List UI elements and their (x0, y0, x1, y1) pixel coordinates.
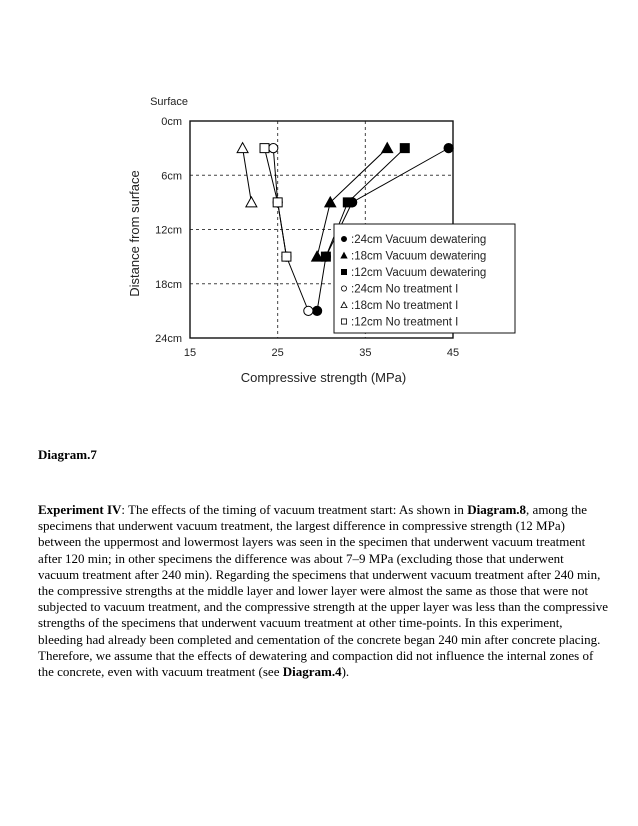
chart-legend (334, 224, 515, 333)
x-tick-labels (184, 347, 459, 359)
legend-entry (341, 251, 486, 263)
data-point-s3 (304, 306, 313, 315)
data-point-s5 (260, 144, 269, 153)
legend-label: :12cm Vacuum dewatering (351, 267, 487, 279)
legend-label: :24cm Vacuum dewatering (351, 234, 487, 246)
legend-label: :18cm Vacuum dewatering (351, 250, 487, 263)
legend-marker (341, 236, 346, 241)
data-point-s1 (382, 143, 393, 153)
legend-marker (341, 319, 346, 324)
series-line-3 (273, 148, 308, 311)
data-point-s2 (400, 144, 409, 153)
diagram-4-reference: Diagram.4 (282, 664, 342, 680)
legend-entry (341, 317, 458, 329)
legend-entry (341, 234, 486, 246)
legend-marker (341, 269, 346, 274)
data-point-s5 (282, 252, 291, 261)
y-tick-label: 0cm (161, 116, 182, 128)
experiment-iv-paragraph (38, 502, 608, 680)
paragraph-text-1: : The effects of the timing of vacuum treatment start: As shown in (121, 502, 468, 517)
legend-label: :24cm No treatment I (351, 283, 459, 296)
y-tick-label: 6cm (161, 170, 182, 183)
diagram-8-reference: Diagram.8 (467, 502, 527, 517)
x-tick-label: 25 (271, 347, 284, 359)
legend-label: :12cm No treatment I (351, 316, 459, 329)
x-tick-label: 15 (183, 347, 197, 359)
x-axis-label: Compressive strength (MPa) (240, 370, 407, 385)
legend-label: :18cm No treatment I (351, 300, 459, 312)
legend-marker (341, 286, 346, 291)
data-point-s4 (237, 143, 248, 153)
y-tick-labels (155, 116, 182, 345)
data-point-s0 (444, 144, 453, 153)
data-point-s5 (273, 198, 282, 207)
legend-entry (341, 284, 458, 296)
y-top-label: Surface (150, 96, 188, 108)
legend-entry (341, 300, 458, 312)
data-point-s2 (343, 198, 352, 207)
experiment-label: Experiment IV (38, 502, 122, 517)
legend-entry (341, 267, 486, 279)
x-tick-label: 45 (446, 347, 460, 359)
data-point-s0 (313, 306, 322, 315)
y-axis-label: Distance from surface (127, 170, 142, 297)
y-tick-label: 24cm (155, 333, 182, 345)
data-point-s4 (246, 197, 257, 207)
diagram-7-chart (0, 0, 638, 400)
y-tick-label: 12cm (155, 224, 182, 237)
figure-caption: Diagram.7 (38, 447, 97, 462)
data-point-s3 (269, 144, 278, 153)
y-tick-label: 18cm (155, 278, 182, 291)
x-tick-label: 35 (359, 347, 372, 359)
paragraph-text-3: ). (341, 664, 350, 680)
data-point-s2 (321, 252, 330, 261)
paragraph-text-2: , among the specimens that underwent vacuum treatment, the largest difference in compressive strength (12 MPa) between the uppermost and lowermost layers was seen in the specimen that underwent vacuum treatment after 120 min; in other specimens the difference was about 7–9 MPa (excluding those that underwent vacuum treatment after 240 min). Regarding the specimens that underwent vacuum treatment after 240 min, the compressive strengths at the middle layer and lower layer were almost the same as those that were not subjected to vacuum treatment, and the compressive strength at the upper layer was less than the compressive strengths of the specimens that underwent vacuum treatment at other time-points. In this experiment, bleeding had already been completed and cementation of the concrete began 240 min after concrete placing. Therefore, we assume that the effects of dewatering and compaction did not influence the internal zones of the concrete, even with vacuum treatment (see (38, 502, 609, 680)
